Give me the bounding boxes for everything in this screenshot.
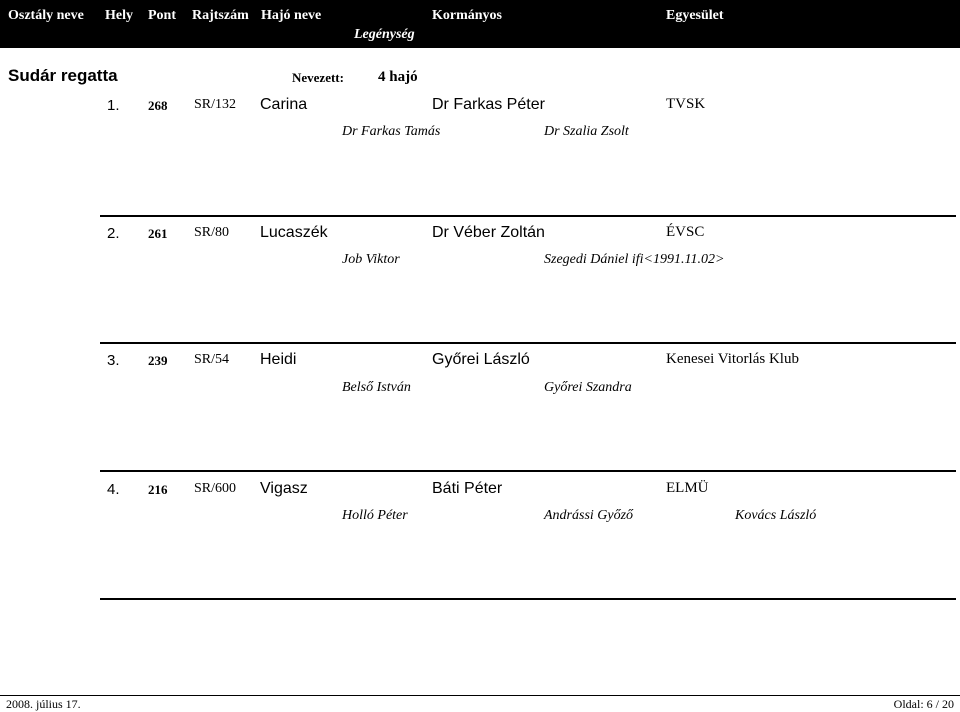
entry-crew-2: Győrei Szandra (544, 380, 632, 395)
entry-crew-1: Holló Péter (342, 508, 408, 523)
footer-date: 2008. július 17. (6, 697, 81, 711)
entry-club: TVSK (666, 96, 706, 112)
entry-place: 1. (107, 97, 120, 114)
header-points: Pont (148, 8, 176, 23)
row-divider (100, 342, 956, 344)
entry-start-no: 239 (148, 353, 168, 368)
entry-crew-1: Job Viktor (342, 252, 400, 267)
entry-boat: Vigasz (260, 480, 308, 497)
entry-crew-1: Belső István (342, 380, 411, 395)
entry-crew-2: Andrássi Győző (544, 508, 634, 523)
entry-skipper: Dr Farkas Péter (432, 96, 545, 113)
entry-sail-no: SR/600 (194, 481, 237, 496)
entry-sail-no: SR/54 (194, 352, 230, 367)
entry-boat: Carina (260, 96, 308, 113)
entry-boat: Lucaszék (260, 224, 328, 241)
footer-page-number: Oldal: 6 / 20 (893, 697, 954, 711)
entered-count: 4 hajó (378, 69, 418, 85)
entry-start-no: 216 (148, 482, 168, 497)
header-class: Osztály neve (8, 8, 84, 23)
entry-place: 3. (107, 352, 120, 369)
header-skipper: Kormányos (432, 8, 502, 23)
entry-club: ÉVSC (666, 224, 705, 240)
entry-club: ELMÜ (666, 480, 709, 496)
header-start-no: Rajtszám (192, 8, 249, 23)
row-divider (100, 470, 956, 472)
entered-label: Nevezett: (292, 70, 344, 85)
entry-start-no: 261 (148, 226, 168, 241)
entry-place: 2. (107, 225, 120, 242)
class-name: Sudár regatta (8, 66, 118, 85)
table-header (0, 0, 960, 48)
entry-crew-2: Szegedi Dániel ifi<1991.11.02> (544, 252, 725, 267)
header-boat: Hajó neve (261, 8, 322, 23)
header-club: Egyesület (666, 8, 724, 23)
entry-start-no: 268 (148, 98, 168, 113)
entry-club: Kenesei Vitorlás Klub (666, 351, 799, 367)
entry-place: 4. (107, 481, 120, 498)
entry-crew-1: Dr Farkas Tamás (342, 124, 441, 139)
entry-skipper: Dr Véber Zoltán (432, 224, 545, 241)
entry-sail-no: SR/132 (194, 97, 237, 112)
entry-crew-3: Kovács László (735, 508, 817, 523)
entry-skipper: Győrei László (432, 351, 530, 368)
footer-divider (0, 695, 960, 696)
row-divider (100, 215, 956, 217)
row-divider (100, 598, 956, 600)
entry-skipper: Báti Péter (432, 480, 503, 497)
entry-sail-no: SR/80 (194, 225, 230, 240)
entry-boat: Heidi (260, 351, 297, 368)
header-crew: Legénység (354, 27, 415, 42)
entry-crew-2: Dr Szalia Zsolt (544, 124, 629, 139)
header-place: Hely (105, 8, 133, 23)
